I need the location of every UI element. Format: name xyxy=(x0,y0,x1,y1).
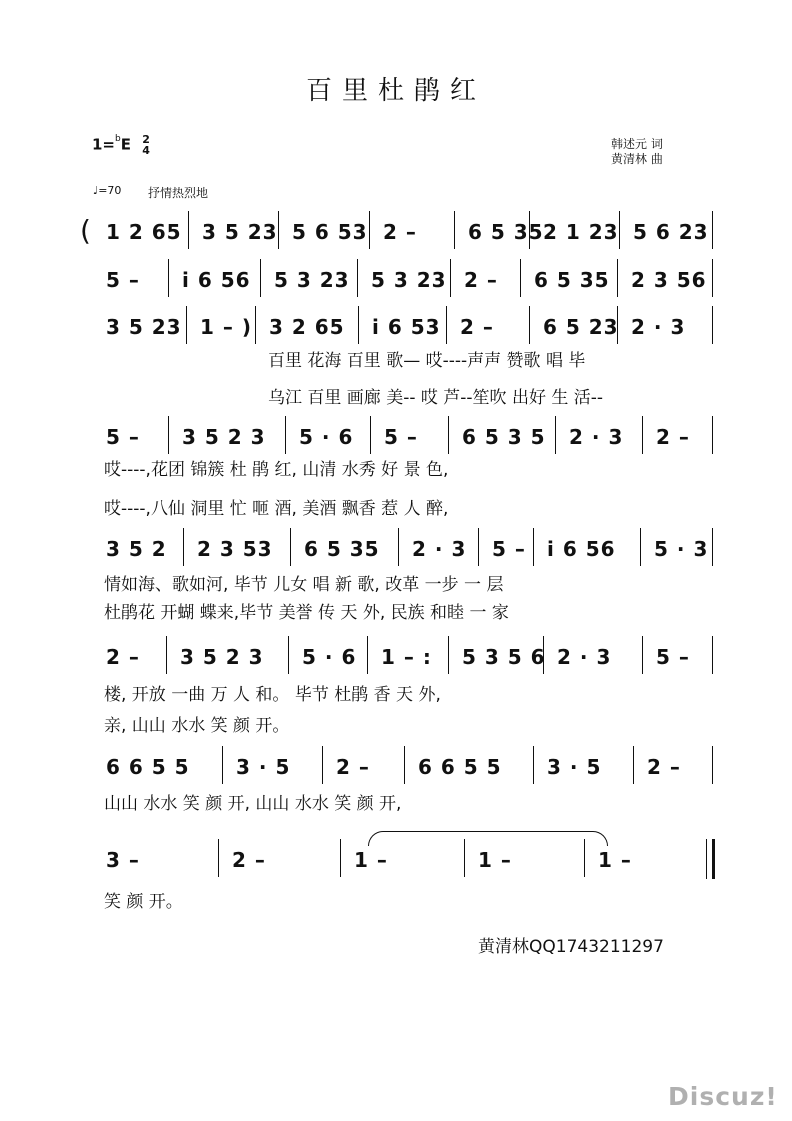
lyric-line: 亲, 山山 水水 笑 颜 开。 xyxy=(104,716,290,736)
measure-notes: 2 · 3 xyxy=(631,315,686,339)
measure-notes: 1 – : xyxy=(381,645,432,669)
measure-notes: 2 – xyxy=(232,848,266,872)
bar-line xyxy=(633,746,634,784)
measure-notes: 6 5 23 xyxy=(543,315,619,339)
bar-line xyxy=(322,746,323,784)
bar-line xyxy=(278,211,279,249)
measure-notes: 3 · 5 xyxy=(236,755,291,779)
bar-line xyxy=(712,306,713,344)
time-top: 2 xyxy=(142,133,150,146)
measure-notes: 5 6 23 xyxy=(633,220,709,244)
measure-notes: 5 – xyxy=(492,537,526,561)
bar-line xyxy=(533,746,534,784)
bar-line xyxy=(255,306,256,344)
measure-notes: 3 5 23 xyxy=(106,315,182,339)
measure-notes: 5 – xyxy=(384,425,418,449)
measure-notes: 2 · 3 xyxy=(557,645,612,669)
lyric-line: 百里 花海 百里 歌— 哎----声声 赞歌 唱 毕 xyxy=(268,351,586,371)
lyric-line: 楼, 开放 一曲 万 人 和。 毕节 杜鹃 香 天 外, xyxy=(104,685,441,705)
measure-notes: 1 – xyxy=(598,848,632,872)
measure-notes: 2 3 53 xyxy=(197,537,273,561)
bar-line xyxy=(642,416,643,454)
bar-line xyxy=(404,746,405,784)
measure-notes: 6 5 3 5 xyxy=(462,425,546,449)
measure-notes: 2 – xyxy=(656,425,690,449)
bar-line xyxy=(357,259,358,297)
measure-notes: 6 5 35 xyxy=(534,268,610,292)
bar-line xyxy=(370,416,371,454)
measure-notes: 3 5 2 3 xyxy=(182,425,266,449)
measure-notes: 2 · 3 xyxy=(412,537,467,561)
expression-marking: 抒情热烈地 xyxy=(148,186,209,200)
final-bar-line xyxy=(712,839,715,879)
lyric-line: 乌江 百里 画廊 美-- 哎 芦--笙吹 出好 生 活-- xyxy=(268,388,604,408)
measure-notes: 2 – xyxy=(460,315,494,339)
measure-notes: 5 · 6 xyxy=(299,425,354,449)
measure-notes: 5 · 6 xyxy=(302,645,357,669)
bar-line xyxy=(712,416,713,454)
bar-line xyxy=(533,528,534,566)
measure-notes: 5 · 3 xyxy=(654,537,709,561)
measure-notes: i 6 56 xyxy=(182,268,251,292)
measure-notes: 5 3 23 xyxy=(274,268,350,292)
time-bottom: 4 xyxy=(142,144,150,157)
key-note: E xyxy=(120,135,131,154)
lyric-line: 哎----,花团 锦簇 杜 鹃 红, 山清 水秀 好 景 色, xyxy=(104,460,449,480)
measure-notes: 3 2 65 xyxy=(269,315,345,339)
composer-credit: 黄清林 曲 xyxy=(611,152,663,166)
bar-line xyxy=(358,306,359,344)
bar-line xyxy=(619,211,620,249)
lyric-line: 情如海、歌如河, 毕节 儿女 唱 新 歌, 改革 一步 一 层 xyxy=(104,575,504,595)
bar-line xyxy=(285,416,286,454)
bar-line xyxy=(617,259,618,297)
bar-line xyxy=(712,528,713,566)
measure-notes: 5 6 53 xyxy=(292,220,368,244)
lyric-line: 杜鹃花 开蝴 蝶来,毕节 美誉 传 天 外, 民族 和睦 一 家 xyxy=(104,603,509,623)
measure-notes: 2 – xyxy=(464,268,498,292)
measure-notes: 1 – xyxy=(354,848,388,872)
bar-line xyxy=(168,259,169,297)
signature: 黄清林QQ1743211297 xyxy=(478,937,664,957)
measure-notes: 2 – xyxy=(647,755,681,779)
measure-notes: i 6 56 xyxy=(547,537,616,561)
measure-notes: 6 5 35 xyxy=(468,220,544,244)
measure-notes: 3 5 2 xyxy=(106,537,167,561)
measure-notes: 6 5 35 xyxy=(304,537,380,561)
measure-notes: 1 2 65 xyxy=(106,220,182,244)
measure-notes: 2 – xyxy=(336,755,370,779)
opening-parenthesis: ( xyxy=(80,214,91,247)
flat-sign: b xyxy=(115,134,121,144)
bar-line xyxy=(712,746,713,784)
lyric-line: 山山 水水 笑 颜 开, 山山 水水 笑 颜 开, xyxy=(104,794,402,814)
bar-line xyxy=(188,211,189,249)
bar-line xyxy=(186,306,187,344)
measure-notes: 3 5 23 xyxy=(202,220,278,244)
bar-line xyxy=(260,259,261,297)
measure-notes: 5 3 5 6 xyxy=(462,645,546,669)
measure-notes: 3 – xyxy=(106,848,140,872)
measure-notes: 2 · 3 xyxy=(569,425,624,449)
bar-line xyxy=(520,259,521,297)
final-bar-line xyxy=(706,839,707,879)
bar-line xyxy=(290,528,291,566)
bar-line xyxy=(398,528,399,566)
measure-notes: 1 – xyxy=(478,848,512,872)
lyric-line: 哎----,八仙 洞里 忙 咂 酒, 美酒 飘香 惹 人 醉, xyxy=(104,499,449,519)
bar-line xyxy=(448,636,449,674)
tie-slur xyxy=(368,831,608,846)
tempo-marking: ♩=70 xyxy=(93,184,122,197)
lyric-line: 笑 颜 开。 xyxy=(104,892,183,912)
bar-line xyxy=(555,416,556,454)
measure-notes: 2 3 56 xyxy=(631,268,707,292)
watermark: Discuz! xyxy=(668,1082,778,1111)
bar-line xyxy=(222,746,223,784)
measure-notes: 2 – xyxy=(383,220,417,244)
measure-notes: 5 – xyxy=(656,645,690,669)
bar-line xyxy=(712,259,713,297)
bar-line xyxy=(166,636,167,674)
bar-line xyxy=(454,211,455,249)
bar-line xyxy=(367,636,368,674)
measure-notes: 3 5 2 3 xyxy=(180,645,264,669)
bar-line xyxy=(478,528,479,566)
bar-line xyxy=(369,211,370,249)
measure-notes: 2 1 23 xyxy=(543,220,619,244)
measure-notes: 5 3 23 xyxy=(371,268,447,292)
bar-line xyxy=(288,636,289,674)
bar-line xyxy=(712,211,713,249)
key-prefix: 1= xyxy=(92,135,116,154)
measure-notes: 6 6 5 5 xyxy=(418,755,502,779)
lyricist-credit: 韩述元 词 xyxy=(611,137,663,151)
measure-notes: 1 – ) xyxy=(200,315,252,339)
bar-line xyxy=(446,306,447,344)
bar-line xyxy=(640,528,641,566)
bar-line xyxy=(642,636,643,674)
bar-line xyxy=(712,636,713,674)
bar-line xyxy=(168,416,169,454)
bar-line xyxy=(529,306,530,344)
measure-notes: 5 – xyxy=(106,425,140,449)
measure-notes: 3 · 5 xyxy=(547,755,602,779)
measure-notes: 6 6 5 5 xyxy=(106,755,190,779)
bar-line xyxy=(448,416,449,454)
bar-line xyxy=(340,839,341,877)
measure-notes: 2 – xyxy=(106,645,140,669)
measure-notes: i 6 53 xyxy=(372,315,441,339)
page-title: 百里杜鹃红 xyxy=(305,76,486,106)
bar-line xyxy=(450,259,451,297)
bar-line xyxy=(218,839,219,877)
measure-notes: 5 – xyxy=(106,268,140,292)
bar-line xyxy=(183,528,184,566)
